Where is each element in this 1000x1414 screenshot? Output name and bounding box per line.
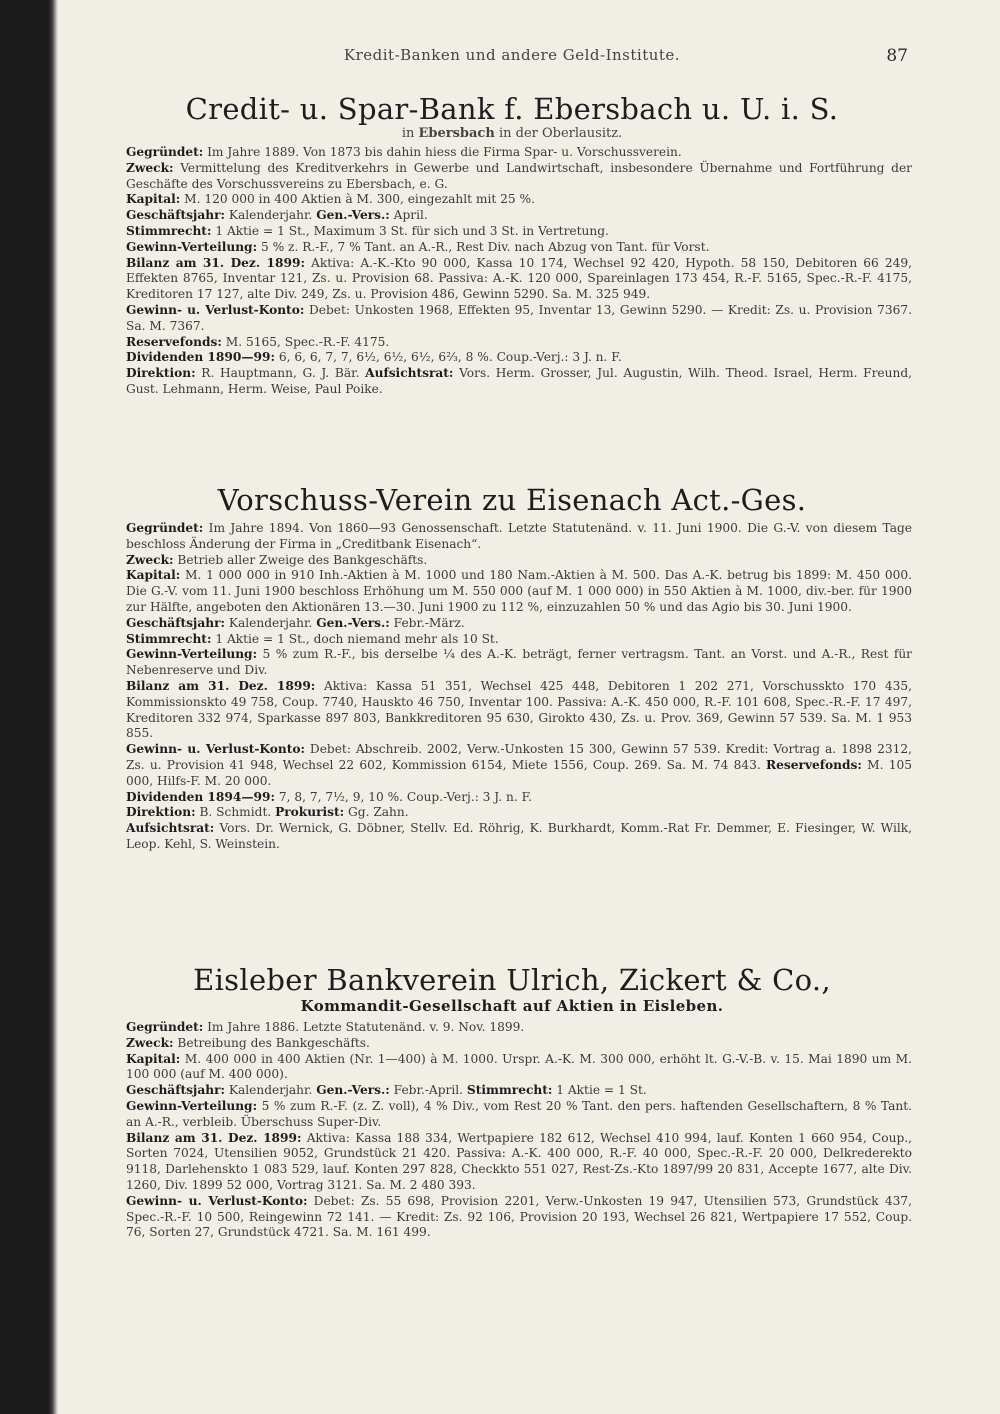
entry-title: Vorschuss-Verein zu Eisenach Act.-Ges. [217,483,807,517]
field-gewinn-verteilung [112,1099,912,1131]
field-geschaeftsjahr [112,616,912,632]
field-value: Kalenderjahr. [228,208,313,223]
field-geschaeftsjahr [112,208,912,224]
field-label: Bilanz am 31. Dez. 1899: [126,678,316,693]
entry-title: Eisleber Bankverein Ulrich, Zickert & Co., [193,963,831,997]
field-value: Aktiva: Kassa 51 351, Wechsel 425 448, Debitoren 1 202 271, Vorschusskto 170 435, Kommissionskto 49 758, Coup. 7740, Hauskto 46 750, Inventar 100. Passiva: A.-K. 450 000, R.-F. 101 608, Spec.-R.-F. 17 497, Kreditoren 332 974, Sparkasse 897 803, Bankkreditoren 95 630, Girokto 430, Zs. u. Prov. 369, Gewinn 57 539. Sa. M. 1 953 855. [126,678,912,741]
field-bilanz [112,1131,912,1194]
field-value: April. [393,208,428,223]
field-label: Direktion: [126,366,196,381]
field-value: 1 Aktie = 1 St., Maximum 3 St. für sich und 3 St. in Vertretung. [215,223,609,238]
field-value: Betrieb aller Zweige des Bankgeschäfts. [177,552,428,567]
field-gegruendet [112,521,912,553]
field-label: Reservefonds: [766,757,862,772]
field-zweck [112,161,912,193]
field-label: Aufsichtsrat: [365,366,454,381]
field-value: Febr.-April. [393,1083,464,1098]
field-value: 5 % z. R.-F., 7 % Tant. an A.-R., Rest Div. nach Abzug von Tant. für Vorst. [260,239,710,254]
field-dividenden [112,790,912,806]
field-label: Gen.-Vers.: [316,1083,390,1098]
field-gewinn-verteilung [112,647,912,679]
field-label: Gewinn- u. Verlust-Konto: [126,302,305,317]
book-binding-edge [0,0,58,1414]
field-geschaeftsjahr [112,1083,912,1099]
field-label: Reservefonds: [126,334,222,349]
field-value: Im Jahre 1886. Letzte Statutenänd. v. 9. Nov. 1899. [207,1020,525,1034]
field-zweck [112,1036,912,1052]
field-dividenden [112,350,912,366]
field-label: Zweck: [126,552,174,567]
entry-subtitle [112,126,912,141]
field-kapital [112,568,912,615]
field-label: Gegründet: [126,521,204,535]
field-gewinn-verteilung [112,240,912,256]
field-label: Prokurist: [275,805,345,820]
entry-eisleber-bankverein [112,963,912,1241]
page-number: 87 [886,46,908,66]
field-value: Betreibung des Bankgeschäfts. [177,1035,370,1050]
field-value: 1 Aktie = 1 St. [556,1083,647,1098]
field-value: M. 1 000 000 in 910 Inh.-Aktien à M. 1000 und 180 Nam.-Aktien à M. 500. Das A.-K. betrug bis 1899: M. 450 000. Die G.-V. vom 11. Juni 1900 beschloss Erhöhung um M. 550 000 (auf M. 1 000 000) in 550 Aktien à M. 1000, div.-ber. für 1900 zur Hälfte, angeboten den Aktionären 13.—30. Juni 1900 zu 112 %, einzuzahlen 50 % und das Agio bis 30. Juni 1900. [126,568,913,614]
field-value: Debet: Zs. 55 698, Provision 2201, Verw.-Unkosten 19 947, Utensilien 573, Grundstück 437, Spec.-R.-F. 10 500, Reingewinn 72 141. — Kredit: Zs. 92 106, Provision 20 193, Wechsel 26 821, Wertpapiere 17 552, Coup. 76, Sorten 27, Grundstück 4721. Sa. M. 161 499. [126,1193,913,1240]
field-stimmrecht [112,632,912,648]
field-direktion [112,805,912,821]
field-value: M. 120 000 in 400 Aktien à M. 300, eingezahlt mit 25 %. [184,192,535,207]
field-aufsichtsrat [112,821,912,853]
field-kapital [112,1052,912,1084]
field-label: Kapital: [126,192,181,207]
field-value: Kalenderjahr. [228,1083,313,1098]
field-label: Geschäftsjahr: [126,208,226,223]
field-reservefonds [112,335,912,351]
field-value: Kalenderjahr. [228,615,313,630]
field-label: Gegründet: [126,1020,204,1034]
field-gewinn-verlust-konto [112,1194,912,1241]
field-label: Zweck: [126,160,174,175]
field-value: Im Jahre 1889. Von 1873 bis dahin hiess die Firma Spar- u. Vorschussverein. [207,145,682,159]
field-value: Aktiva: Kassa 188 334, Wertpapiere 182 612, Wechsel 410 994, lauf. Konten 1 660 954, Coup., Sorten 7024, Utensilien 9052, Grundstück 21 420. Passiva: A.-K. 400 000, R.-F. 40 000, Spec.-R.-F. 20 000, Delkrederekto 9118, Darlehenskto 1 083 529, lauf. Konten 297 828, Checkkto 551 027, Rest-Zs.-Kto 1897/99 20 831, Accepte 1677, alte Div. 1260, Div. 1899 52 000, Vortrag 3121. Sa. M. 2 480 393. [126,1130,912,1192]
field-value: Debet: Abschreib. 2002, Verw.-Unkosten 15 300, Gewinn 57 539. Kredit: Vortrag a. 1898 2312, Zs. u. Provision 41 948, Wechsel 22 602, Kommission 6154, Miete 1556, Coup. 269. Sa. M. 74 843. [126,742,912,772]
field-value: 7, 8, 7, 7½, 9, 10 %. Coup.-Verj.: 3 J. n. F. [278,789,533,804]
field-label: Kapital: [126,568,181,583]
field-value: M. 105 000, Hilfs-F. M. 20 000. [126,757,913,788]
field-gewinn-verlust-konto [112,303,912,335]
entry-credit-spar-bank-ebersbach [112,92,912,398]
field-gewinn-verlust-konto [112,742,912,789]
field-label: Dividenden 1894—99: [126,789,275,804]
field-bilanz [112,679,912,742]
field-value: Im Jahre 1894. Von 1860—93 Genossenschaft. Letzte Statutenänd. v. 11. Juni 1900. Die G.-V. von diesem Tage beschloss Änderung der Firma in „Creditbank Eisenach“. [126,521,912,551]
subtitle-prefix: in [401,126,415,141]
field-label: Bilanz am 31. Dez. 1899: [126,1130,302,1145]
running-head [112,46,912,76]
field-label: Geschäftsjahr: [126,615,226,630]
field-value: M. 5165, Spec.-R.-F. 4175. [225,334,390,349]
field-value: 5 % zum R.-F. (z. Z. voll), 4 % Div., vom Rest 20 % Tant. den pers. haftenden Gesellschaftern, 8 % Tant. an A.-R., verbleib. Überschuss Super-Div. [126,1098,913,1129]
field-gegruendet [112,1020,912,1036]
field-value: Aktiva: A.-K.-Kto 90 000, Kassa 10 174, Wechsel 92 420, Hypoth. 58 150, Debitoren 66 249, Effekten 8765, Inventar 121, Zs. u. Provision 68. Passiva: A.-K. 120 000, Spareinlagen 173 454, R.-F. 5165, Spec.-R.-F. 4175, Kreditoren 17 127, alte Div. 249, Zs. u. Provision 486, Gewinn 5290. Sa. M. 325 949. [126,255,912,302]
field-value: 1 Aktie = 1 St., doch niemand mehr als 10 St. [215,631,499,646]
field-stimmrecht [112,224,912,240]
field-label: Stimmrecht: [126,223,212,238]
running-title: Kredit-Banken und andere Geld-Institute. [343,46,681,64]
subtitle-place: Ebersbach [418,126,495,141]
field-label: Gewinn- u. Verlust-Konto: [126,1193,308,1208]
field-value: M. 400 000 in 400 Aktien (Nr. 1—400) à M. 1000. Urspr. A.-K. M. 300 000, erhöht lt. G.-V.-B. v. 15. Mai 1890 um M. 100 000 (auf M. 400 000). [126,1051,913,1082]
entry-vorschuss-verein-eisenach [112,483,912,853]
field-value: 5 % zum R.-F., bis derselbe ¼ des A.-K. beträgt, ferner vertragsm. Tant. an Vorst. und A.-R., Rest für Nebenreserve und Div. [126,647,912,678]
document-page [112,0,912,1414]
field-label: Stimmrecht: [466,1083,553,1098]
field-value: R. Hauptmann, G. J. Bär. [201,366,360,381]
field-zweck [112,553,912,569]
entry-subtitle: Kommandit-Gesellschaft auf Aktien in Eisleben. [300,997,724,1015]
field-label: Direktion: [126,805,196,820]
field-label: Geschäftsjahr: [126,1083,226,1098]
field-label: Stimmrecht: [126,631,212,646]
field-label: Kapital: [126,1051,181,1066]
field-label: Bilanz am 31. Dez. 1899: [126,255,305,270]
field-label: Gewinn-Verteilung: [126,239,258,254]
field-value: Vors. Dr. Wernick, G. Döbner, Stellv. Ed. Röhrig, K. Burkhardt, Komm.-Rat Fr. Demmer, E. Fiesinger, W. Wilk, Leop. Kehl, S. Weinstein. [126,821,912,851]
field-value: Vermittelung des Kreditverkehrs in Gewerbe und Landwirtschaft, insbesondere Übernahme und Fortführung der Geschäfte des Vorschussvereins zu Ebersbach, e. G. [126,160,912,191]
field-label: Zweck: [126,1035,174,1050]
field-gegruendet [112,145,912,161]
subtitle-suffix: in der Oberlausitz. [498,126,623,141]
field-label: Gewinn- u. Verlust-Konto: [126,742,305,757]
field-value: Debet: Unkosten 1968, Effekten 95, Inventar 13, Gewinn 5290. — Kredit: Zs. u. Provision 7367. Sa. M. 7367. [126,302,913,333]
field-value: 6, 6, 6, 7, 7, 6½, 6½, 6½, 6⅔, 8 %. Coup.-Verj.: 3 J. n. F. [278,350,622,365]
field-label: Gewinn-Verteilung: [126,647,258,662]
field-label: Dividenden 1890—99: [126,350,275,365]
field-value: Febr.-März. [393,615,465,630]
field-bilanz [112,256,912,303]
field-kapital [112,192,912,208]
field-value: B. Schmidt. [199,805,272,820]
field-label: Gewinn-Verteilung: [126,1098,258,1113]
field-label: Gen.-Vers.: [316,615,390,630]
field-label: Aufsichtsrat: [126,821,215,836]
field-value: Vors. Herm. Grosser, Jul. Augustin, Wilh. Theod. Israel, Herm. Freund, Gust. Lehmann, Herm. Weise, Paul Poike. [126,366,913,396]
field-value: Gg. Zahn. [348,805,409,820]
field-label: Gen.-Vers.: [316,208,390,223]
field-label: Gegründet: [126,145,204,159]
entry-title: Credit- u. Spar-Bank f. Ebersbach u. U. i. S. [185,92,839,126]
field-direktion [112,366,912,398]
